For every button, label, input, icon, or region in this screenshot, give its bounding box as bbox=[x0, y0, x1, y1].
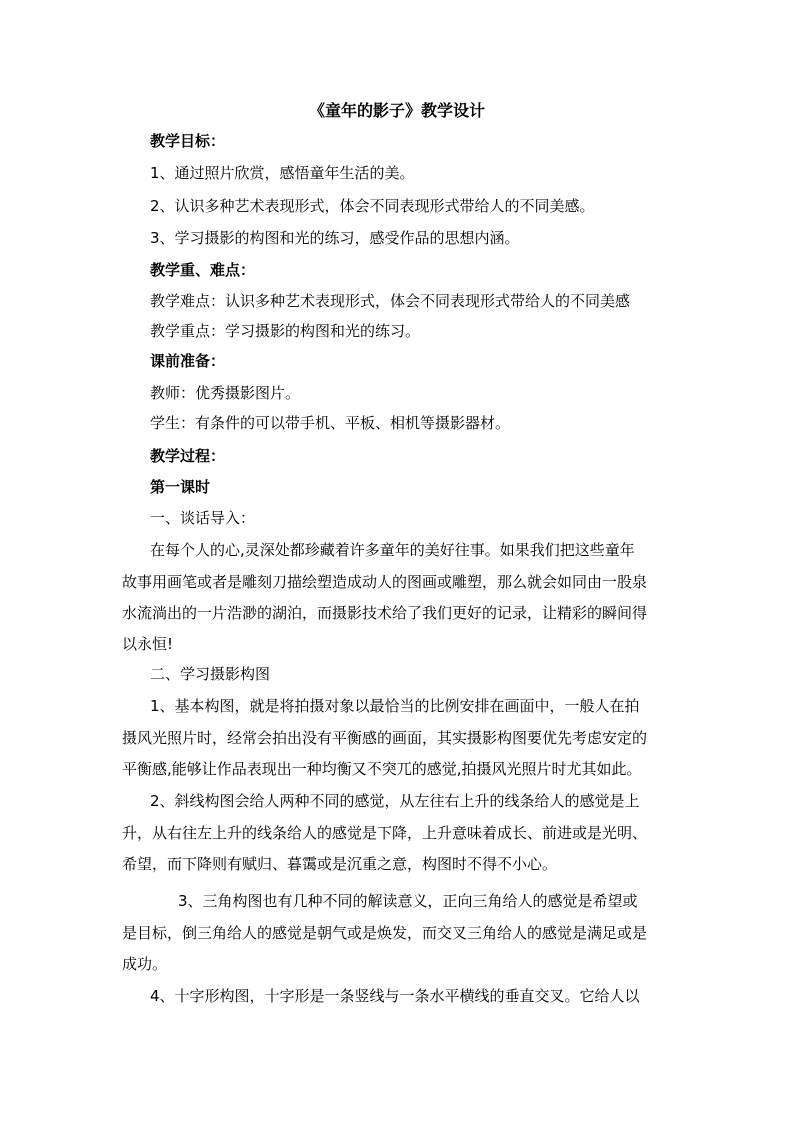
lesson-heading: 第一课时 bbox=[150, 478, 211, 496]
section-heading-key-points: 教学重、难点： bbox=[150, 261, 256, 279]
intro-paragraph-line-3: 水流淌出的一片浩渺的湖泊，而摄影技术给了我们更好的记录，让精彩的瞬间得 bbox=[122, 604, 648, 622]
composition-1-line-2: 摄风光照片时，经常会拍出没有平衡感的画面，其实摄影构图要优先考虑安定的 bbox=[122, 729, 648, 747]
composition-2-line-3: 希望，而下降则有赋归、暮霭或是沉重之意，构图时不得不小心。 bbox=[122, 855, 558, 873]
composition-3-line-1: 3、三角构图也有几种不同的解读意义，正向三角给人的感觉是希望或 bbox=[178, 892, 638, 910]
intro-paragraph-line-2: 故事用画笔或者是雕刻刀描绘塑造成动人的图画或雕塑，那么就会如同由一股泉 bbox=[122, 573, 648, 591]
composition-1-line-3: 平衡感,能够让作品表现出一种均衡又不突兀的感觉,拍摄风光照片时尤其如此。 bbox=[122, 760, 642, 778]
section-heading-preparation: 课前准备： bbox=[150, 352, 226, 370]
subsection-intro: 一、谈话导入： bbox=[150, 509, 256, 527]
section-heading-process: 教学过程： bbox=[150, 447, 226, 465]
document-title: 《童年的影子》教学设计 bbox=[308, 101, 485, 120]
intro-paragraph-line-4: 以永恒! bbox=[122, 635, 174, 653]
subsection-composition: 二、学习摄影构图 bbox=[150, 665, 271, 683]
difficulty-text: 教学难点：认识多种艺术表现形式，体会不同表现形式带给人的不同美感 bbox=[150, 292, 631, 310]
composition-2-line-2: 升，从右往左上升的线条给人的感觉是下降，上升意味着成长、前进或是光明、 bbox=[122, 824, 648, 842]
objective-item-2: 2、认识多种艺术表现形式，体会不同表现形式带给人的不同美感。 bbox=[150, 197, 595, 215]
preparation-teacher: 教师：优秀摄影图片。 bbox=[150, 384, 301, 402]
intro-paragraph-line-1: 在每个人的心,灵深处都珍藏着许多童年的美好往事。如果我们把这些童年 bbox=[150, 541, 635, 559]
composition-4-line-1: 4、十字形构图，十字形是一条竖线与一条水平横线的垂直交叉。它给人以 bbox=[150, 987, 640, 1005]
objective-item-1: 1、通过照片欣赏，感悟童年生活的美。 bbox=[150, 164, 415, 182]
objective-item-3: 3、学习摄影的构图和光的练习，感受作品的思想内涵。 bbox=[150, 229, 520, 247]
key-point-text: 教学重点：学习摄影的构图和光的练习。 bbox=[150, 322, 421, 340]
section-heading-objectives: 教学目标： bbox=[150, 132, 226, 150]
composition-3-line-3: 成功。 bbox=[122, 955, 168, 973]
preparation-student: 学生：有条件的可以带手机、平板、相机等摄影器材。 bbox=[150, 414, 511, 432]
composition-1-line-1: 1、基本构图，就是将拍摄对象以最恰当的比例安排在画面中，一般人在拍 bbox=[150, 697, 640, 715]
composition-3-line-2: 是目标，倒三角给人的感觉是朝气或是焕发，而交叉三角给人的感觉是满足或是 bbox=[122, 924, 648, 942]
composition-2-line-1: 2、斜线构图会给人两种不同的感觉，从左往右上升的线条给人的感觉是上 bbox=[150, 792, 640, 810]
